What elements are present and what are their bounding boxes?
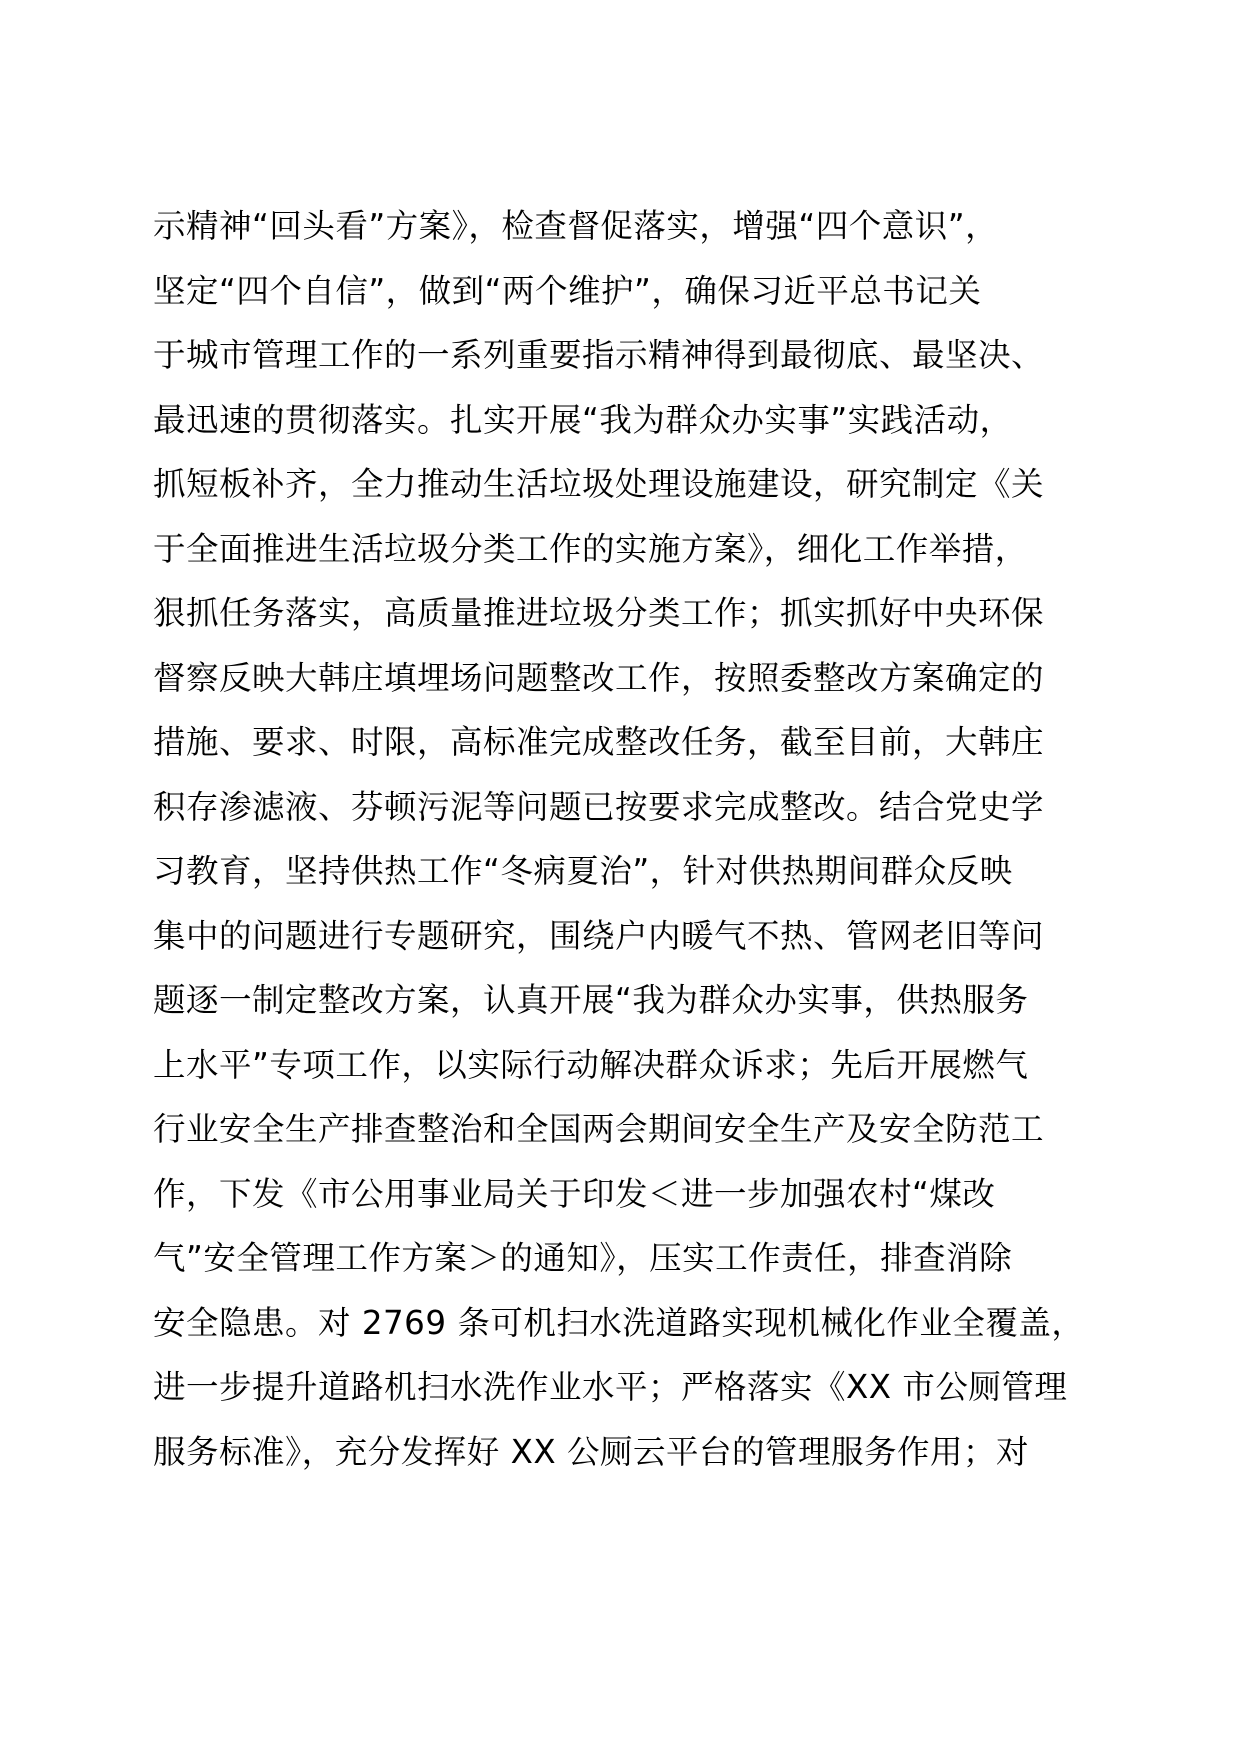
- text-line: 题逐一制定整改方案，认真开展“我为群众办实事，供热服务: [153, 981, 1029, 1019]
- text-line: 于全面推进生活垃圾分类工作的实施方案》，细化工作举措，: [153, 529, 1028, 568]
- text-line: 上水平”专项工作，以实际行动解决群众诉求；先后开展燃气: [153, 1045, 1029, 1084]
- text-line: 示精神“回头看”方案》，检查督促落实，增强“四个意识”，: [153, 207, 999, 245]
- text-line: 措施、要求、时限，高标准完成整改任务，截至目前，大韩庄: [153, 723, 1045, 761]
- text-line: 督察反映大韩庄填埋场问题整改工作，按照委整改方案确定的: [153, 658, 1045, 697]
- body-paragraph: [153, 194, 1093, 1484]
- text-line: 服务标准》，充分发挥好 XX 公厕云平台的管理服务作用；对: [153, 1432, 1029, 1471]
- text-line: 作，下发《市公用事业局关于印发＜进一步加强农村“煤改: [153, 1174, 996, 1213]
- text-line: 坚定“四个自信”，做到“两个维护”，确保习近平总书记关: [153, 271, 982, 310]
- text-line: 集中的问题进行专题研究，围绕户内暖气不热、管网老旧等问: [153, 916, 1045, 955]
- text-line: 安全隐患。对 2769 条可机扫水洗道路实现机械化作业全覆盖，: [153, 1303, 1085, 1342]
- text-line: 行业安全生产排查整治和全国两会期间安全生产及安全防范工: [153, 1110, 1045, 1148]
- text-line: 于城市管理工作的一系列重要指示精神得到最彻底、最坚决、: [153, 336, 1045, 374]
- text-line: 积存渗滤液、芬顿污泥等问题已按要求完成整改。结合党史学: [153, 787, 1045, 826]
- text-line: 习教育，坚持供热工作“冬病夏治”，针对供热期间群众反映: [153, 852, 1013, 890]
- text-line: 狠抓任务落实，高质量推进垃圾分类工作；抓实抓好中央环保: [153, 594, 1045, 632]
- text-line: 最迅速的贯彻落实。扎实开展“我为群众办实事”实践活动，: [153, 400, 1013, 439]
- text-line: 进一步提升道路机扫水洗作业水平；严格落实《XX 市公厕管理: [153, 1368, 1068, 1406]
- text-line: 抓短板补齐，全力推动生活垃圾处理设施建设，研究制定《关: [153, 465, 1045, 503]
- text-line: 气”安全管理工作方案＞的通知》，压实工作责任，排查消除: [153, 1239, 1013, 1277]
